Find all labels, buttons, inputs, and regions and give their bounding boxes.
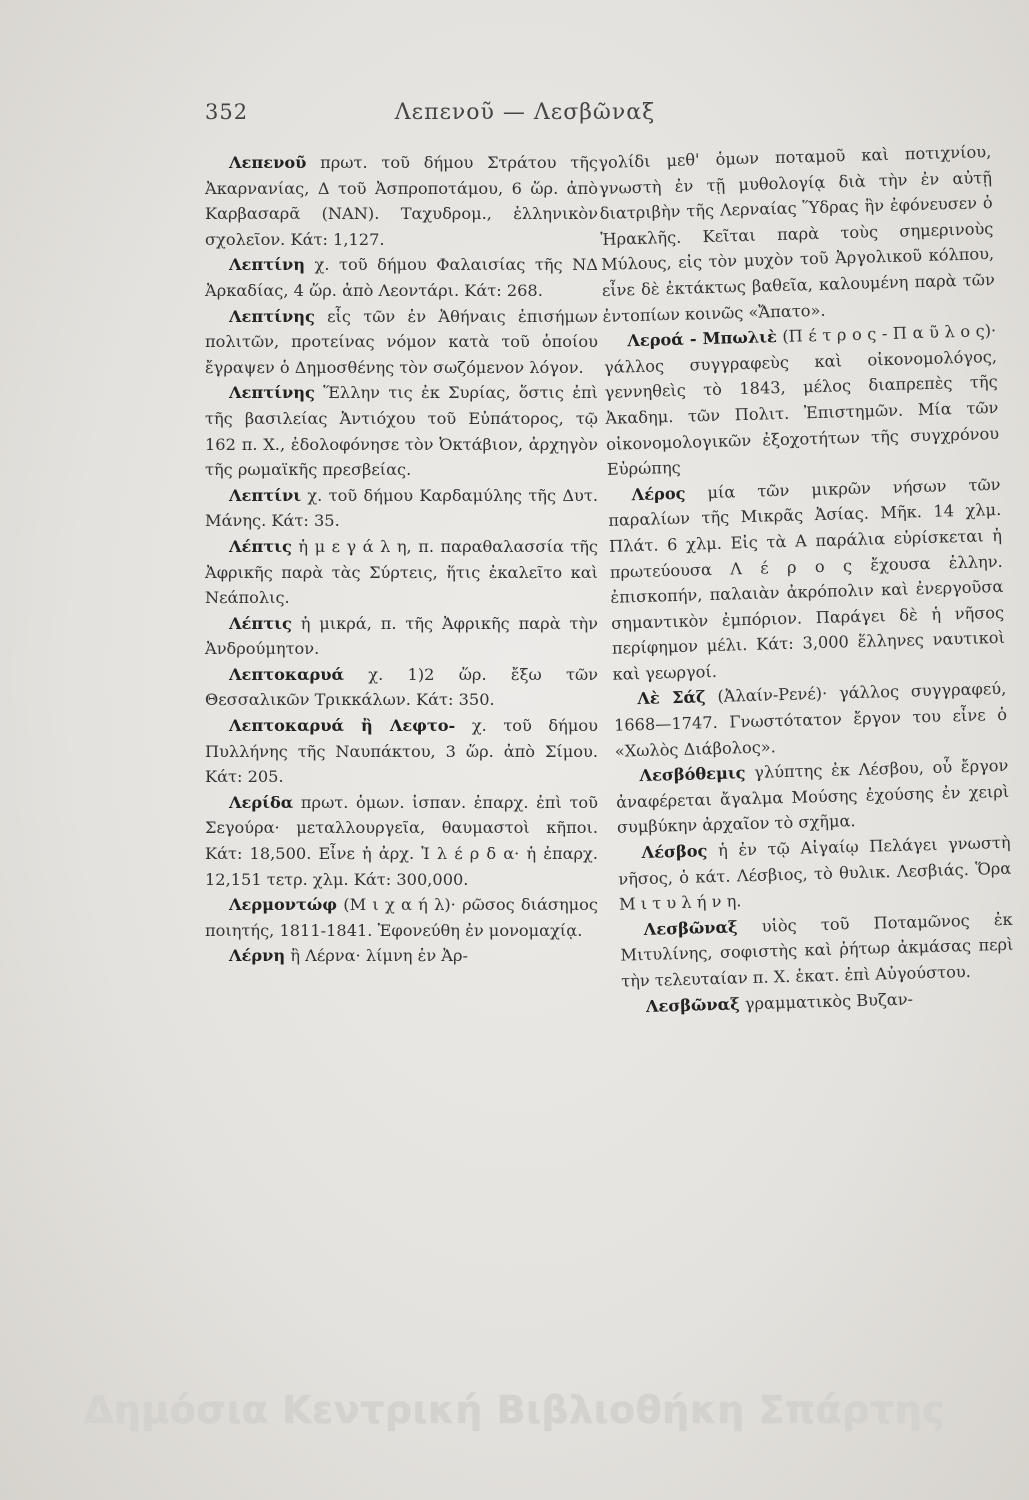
entry-text: μία τῶν μικρῶν νήσων τῶν παραλίων τῆς Μικρᾶς Ἀσίας. Μῆκ. 14 χλμ. Πλάτ. 6 χλμ. Εἰς τὰ Α παράλια εὑρίσκεται ἡ πρωτεύουσα Λ έ ρ ο ς ἔχουσα ἑλλην. ἐπισκοπήν, παλαιὰν ἀκρόπολιν καὶ ἐνεργοῦσα σημαντικὸν ἐμπόριον. Παράγει δὲ ἡ νῆσος περίφημον μέλι. Κάτ: 3,000 ἕλληνες ναυτικοὶ καὶ γεωργοί.: [608, 474, 1006, 684]
entry-text: ἡ ἐν τῷ Αἰγαίῳ Πελάγει γνωστὴ νῆσος, ὁ κάτ. Λέσβιος, τὸ θυλικ. Λεσβιάς. Ὅρα Μ ι τ υ λ ή ν η.: [618, 832, 1012, 914]
dictionary-entry: [205, 150, 598, 252]
dictionary-entry: [205, 380, 598, 482]
entry-headword: Λεπενοῦ: [229, 153, 307, 172]
dictionary-entry: [205, 611, 598, 662]
entry-text: πρωτ. τοῦ δήμου Στράτου τῆς Ἀκαρνανίας, Δ τοῦ Ἀσπροποτάμου, 6 ὥρ. ἀπὸ Καρβασαρᾶ (ΝΑΝ). Ταχυδρομ., ἑλληνικὸν σχολεῖον. Κάτ: 1,127.: [205, 153, 598, 249]
dictionary-entry: [205, 662, 598, 713]
dictionary-entry: [205, 534, 598, 611]
entry-headword: Λεσβῶναξ: [643, 917, 738, 939]
entry-text: Ἕλλην τις ἐκ Συρίας, ὅστις ἐπὶ τῆς βασιλείας Ἀντιόχου τοῦ Εὐπάτορος, τῷ 162 π. Χ., ἐδολοφόνησε τὸν Ὀκτάβιον, ἀρχηγὸν τῆς ρωμαϊκῆς πρεσβείας.: [205, 383, 598, 480]
dictionary-entry: [615, 753, 1010, 841]
page-header: [205, 100, 845, 132]
entry-headword: Λέρος: [631, 483, 686, 504]
entry-headword: Λεσβῶναξ: [645, 993, 740, 1016]
dictionary-entry: [205, 790, 598, 892]
entry-text: (Μ ι χ α ή λ)· ρῶσος διάσημος ποιητής, 1811-1841. Ἐφονεύθη ἐν μονομαχίᾳ.: [205, 895, 598, 940]
library-watermark: Δημόσια Κεντρική Βιβλιοθήκη Σπάρτης: [83, 1388, 946, 1432]
entry-headword: Λέρνη: [229, 946, 286, 966]
entry-text: γλύπτης ἐκ Λέσβου, οὗ ἔργον ἀναφέρεται ἄγαλμα Μούσης ἐχούσης ἐν χειρὶ συμβύκην ἀρχαῖον τὸ σχῆμα.: [615, 756, 1010, 838]
entry-headword: Λέπτις: [229, 536, 292, 556]
entry-headword: Λὲ Σάζ: [637, 687, 706, 709]
entry-headword: Λεπτίνη: [229, 255, 305, 275]
running-title: Λεπενοῦ — Λεσβῶναξ: [394, 100, 656, 125]
entry-text: χ. τοῦ δήμου Φαλαισίας τῆς ΝΔ Ἀρκαδίας, 4 ὥρ. ἀπὸ Λεοντάρι. Κάτ: 268.: [205, 255, 598, 300]
entry-headword: Λεπτίνι: [229, 485, 302, 505]
dictionary-entry: [603, 318, 1000, 482]
dictionary-entry: [205, 713, 598, 790]
dictionary-entry: [205, 892, 598, 943]
entry-text: γραμματικὸς Βυζαν-: [744, 989, 914, 1013]
entry-headword: Λερμοντώφ: [229, 895, 337, 915]
entry-headword: Λεπτίνης: [229, 306, 315, 326]
dictionary-entry: [205, 304, 598, 381]
entry-text: γολίδι μεθ' ὁμων ποταμοῦ καὶ ποτιχνίου, γνωστὴ ἐν τῇ μυθολογίᾳ διὰ τὴν ἐν αὐτῇ διατριβὴν τῆς Λερναίας Ὕδρας ἣν ἐφόνευσεν ὁ Ἡρακλῆς. Κεῖται παρὰ τοὺς σημερινοὺς Μύλους, εἰς τὸν μυχὸν τοῦ Ἀργολικοῦ κόλπου, εἶνε δὲ ἐκτάκτως βαθεῖα, καλουμένη παρὰ τῶν ἐντοπίων κοινῶς «Ἄπατο».: [598, 142, 996, 326]
entry-text: χ. 1)2 ὥρ. ἔξω τῶν Θεσσαλικῶν Τρικκάλων. Κάτ: 350.: [205, 664, 598, 710]
right-column: [598, 139, 1015, 1020]
entry-text: πρωτ. ὁμων. ἰσπαν. ἐπαρχ. ἐπὶ τοῦ Σεγούρα· μεταλλουργεῖα, θαυμαστοὶ κῆποι. Κάτ: 18,500. Εἶνε ἡ ἀρχ. Ἰ λ έ ρ δ α· ἡ ἐπαρχ. 12,151 τετρ. χλμ. Κάτ: 300,000.: [205, 792, 598, 889]
entry-text: (Π έ τ ρ ο ς - Π α ῦ λ ο ς)· γάλλος συγγραφεὺς καὶ οἰκονομολόγος, γεννηθεὶς τὸ 1843, μέλος διαπρεπὲς τῆς Ἀκαδημ. τῶν Πολιτ. Ἐπιστημῶν. Μία τῶν οἰκονομολογικῶν ἐξοχοτήτων τῆς συγχρόνου Εὐρώπης: [603, 321, 1000, 479]
entry-headword: Λέπτις: [229, 613, 292, 633]
entry-text: χ. τοῦ δήμου Πυλλήνης τῆς Ναυπάκτου, 3 ὥρ. ἀπὸ Σίμου. Κάτ: 205.: [205, 716, 598, 787]
entry-text: (Ἀλαίν-Ρενέ)· γάλλος συγγραφεύ, 1668—1747. Γνωστότατον ἔργον του εἶνε ὁ «Χωλὸς Διάβολος».: [613, 679, 1008, 761]
entry-headword: Λεπτοκαρυά: [229, 664, 344, 684]
dictionary-entry: [205, 252, 598, 303]
left-column: [205, 150, 598, 969]
entry-text: ἢ Λέρνα· λίμνη ἐν Ἀρ-: [290, 946, 468, 966]
entry-headword: Λεπτίνης: [229, 383, 315, 403]
entry-headword: Λεροά - Μπωλιὲ: [627, 327, 778, 351]
dictionary-entry: [205, 483, 598, 534]
dictionary-entry: [617, 830, 1012, 918]
entry-headword: Λερίδα: [229, 792, 294, 812]
entry-text: εἷς τῶν ἐν Ἀθήναις ἐπισήμων πολιτῶν, προτείνας νόμον κατὰ τοῦ ὁποίου ἔγραψεν ὁ Δημοσθένης τὸν σωζόμενον λόγον.: [205, 306, 598, 377]
entry-headword: Λεπτοκαρυά ἢ Λεφτο-: [229, 716, 456, 736]
dictionary-entry: [607, 472, 1006, 688]
entry-text: χ. τοῦ δήμου Καρδαμύλης τῆς Δυτ. Μάνης. Κάτ: 35.: [205, 485, 598, 531]
entry-text: υἱὸς τοῦ Ποταμῶνος ἐκ Μιτυλίνης, σοφιστὴς καὶ ῥήτωρ ἀκμάσας περὶ τὴν τελευταίαν π. Χ. ἑκατ. ἐπὶ Αὐγούστου.: [620, 909, 1014, 991]
entry-headword: Λέσβος: [641, 841, 708, 863]
dictionary-entry: [619, 907, 1014, 995]
entry-headword: Λεσβόθεμις: [639, 763, 746, 786]
entry-text: ἡ μικρά, π. τῆς Ἀφρικῆς παρὰ τὴν Ἀνδρούμητον.: [205, 613, 598, 659]
dictionary-entry: [205, 943, 598, 969]
dictionary-entry: [613, 676, 1008, 764]
entry-text: ἡ μ ε γ ά λ η, π. παραθαλασσία τῆς Ἀφρικῆς παρὰ τὰς Σύρτεις, ἥτις ἐκαλεῖτο καὶ Νεάπολις.: [205, 536, 598, 608]
dictionary-entry: [598, 139, 996, 329]
page-number: 352: [205, 100, 249, 124]
